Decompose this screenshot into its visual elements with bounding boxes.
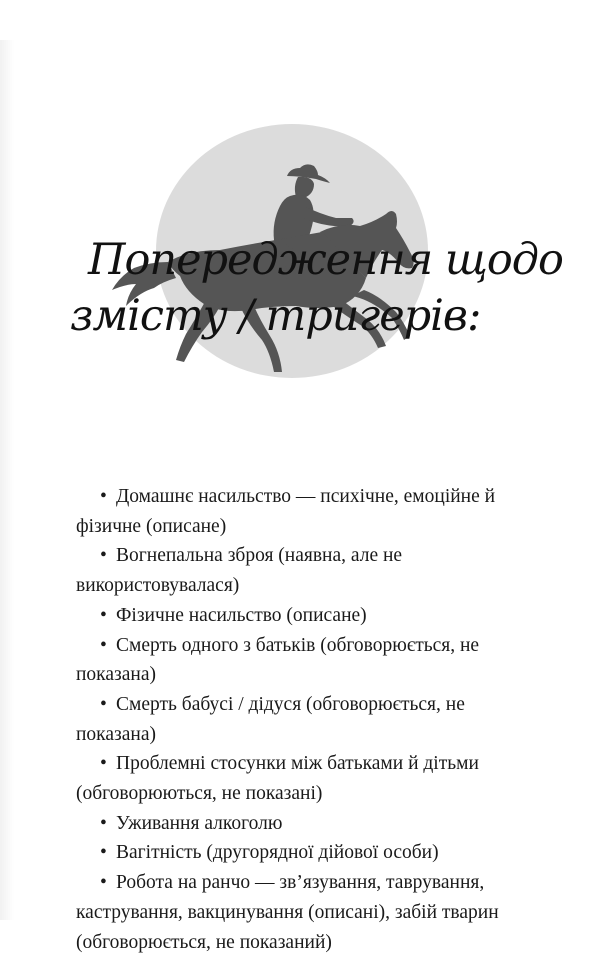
warning-item — [76, 838, 538, 868]
warning-item — [76, 601, 538, 631]
content-warnings-list — [76, 482, 538, 957]
warning-text: Уживання алкоголю — [116, 812, 283, 834]
title-line-1: Попередження щодо — [88, 235, 563, 285]
warning-item — [76, 631, 538, 690]
warning-item — [76, 482, 538, 541]
bullet-icon: • — [100, 693, 107, 715]
bullet-icon: • — [100, 486, 107, 507]
warning-text: Вагітність (другорядної дійової особи) — [116, 842, 439, 864]
warning-item — [76, 541, 538, 600]
horse-rider-silhouette-icon — [0, 0, 600, 420]
warning-item — [76, 690, 538, 749]
bullet-icon: • — [100, 753, 107, 775]
page-title — [70, 232, 563, 344]
warning-text: Проблемні стосунки між батьками й дітьми (обговорюються, не показані) — [76, 753, 479, 805]
warning-item — [76, 749, 538, 808]
title-line-2: змісту / тригерів: — [70, 291, 481, 341]
bullet-icon: • — [100, 872, 107, 894]
warning-text: Смерть одного з батьків (обговорюється, не показана) — [76, 634, 480, 686]
bullet-icon: • — [100, 634, 107, 656]
warning-text: Смерть бабусі / дідуся (обговорюється, не показана) — [76, 693, 465, 745]
warning-text: Вогнепальна зброя (наявна, але не використовувалася) — [76, 545, 403, 597]
warning-text: Фізичне насильство (описане) — [116, 604, 367, 626]
warning-item — [76, 809, 538, 839]
header-illustration — [0, 0, 600, 420]
warning-item — [76, 868, 538, 957]
bullet-icon: • — [100, 842, 107, 864]
warning-text: Домашнє насильство — психічне, емоційне й фізичне (описане) — [76, 486, 496, 537]
bullet-icon: • — [100, 604, 107, 626]
bullet-icon: • — [100, 812, 107, 834]
warning-text: Робота на ранчо — зв’язування, таврування, кастрування, вакцинування (описані), забій тварин (обговорюється, не показаний) — [76, 872, 499, 953]
bullet-icon: • — [100, 545, 107, 567]
